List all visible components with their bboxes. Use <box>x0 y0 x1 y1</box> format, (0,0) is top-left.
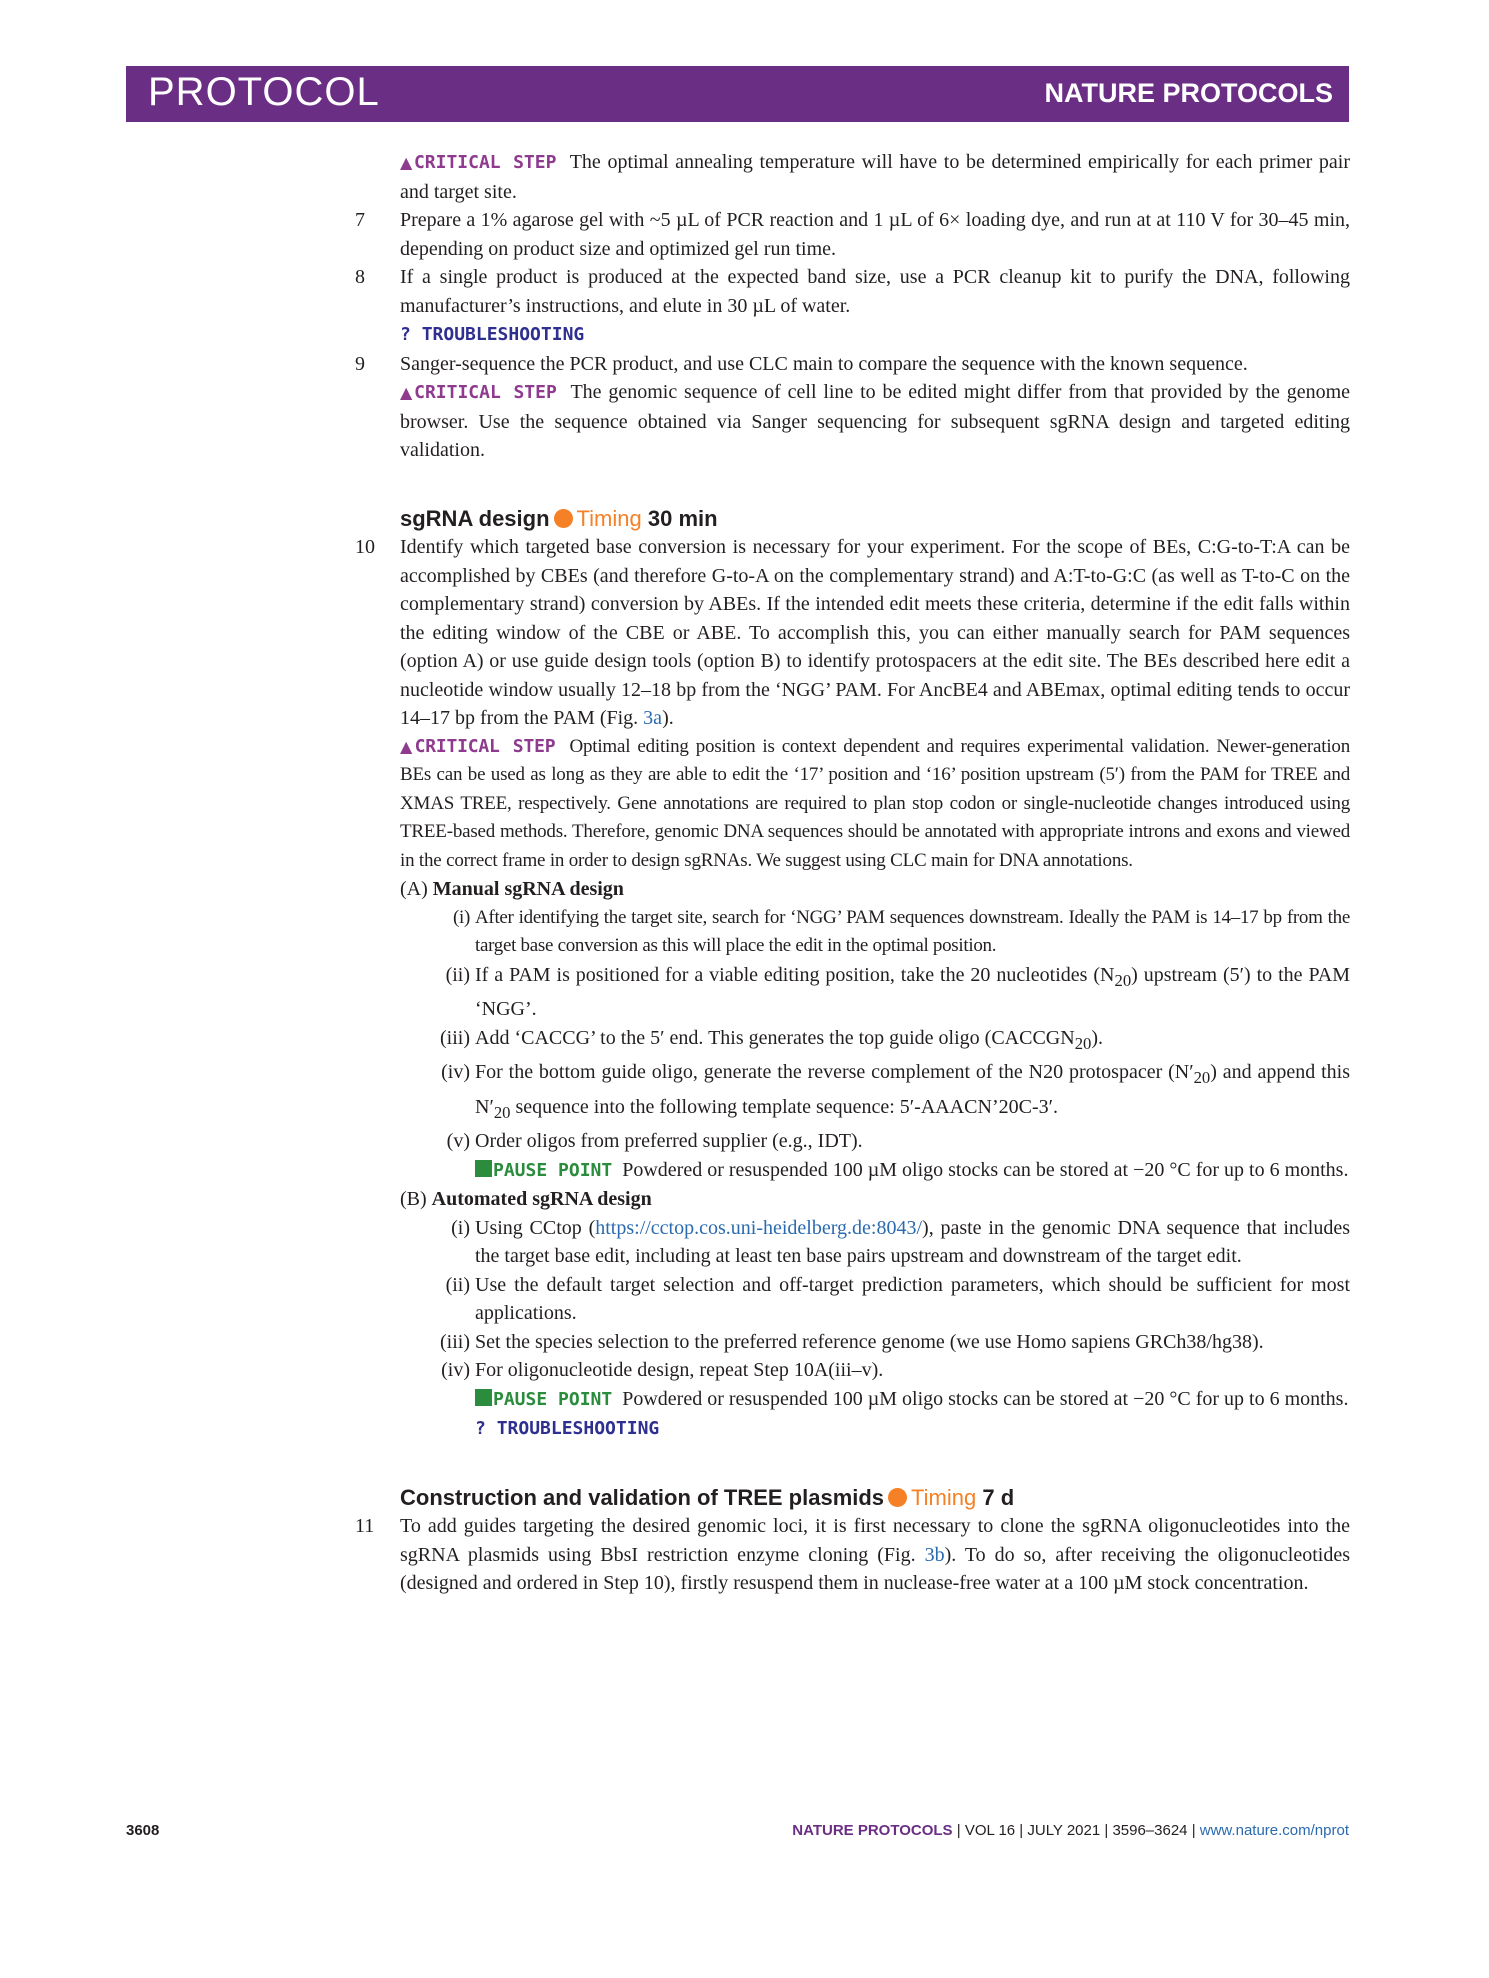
substep-b-i: (i) Using CCtop (https://cctop.cos.uni-heidelberg.de:8043/), paste in the genomic DNA sequence that includes the target base edit, including at least ten base pairs upstream and downstream of the target edit. <box>451 1216 1350 1267</box>
substep-a-v: (v) Order oligos from preferred supplier (e.g., IDT). <box>446 1130 863 1152</box>
section-heading-tree-plasmids: Construction and validation of TREE plasmids Timing 7 d <box>400 1484 1015 1510</box>
pause-point-b: PAUSE POINT Powdered or resuspended 100 µM oligo stocks can be stored at −20 °C for up to 6 months. <box>475 1385 1350 1415</box>
running-header <box>126 66 1349 122</box>
pause-label: PAUSE POINT <box>493 1159 613 1181</box>
triangle-icon: ▲ <box>400 383 415 402</box>
critical-step-9: ▲CRITICAL STEP The genomic sequence of cell line to be edited might differ from that provided by the genome browser. Use the sequence obtained via Sanger sequencing for subsequent sgRNA design and targeted editing validation. <box>400 381 1351 461</box>
step-8: 8 If a single product is produced at the expected band size, use a PCR cleanup kit to purify the DNA, following manufacturer’s instructions, and elute in 30 µL of water. <box>400 263 1350 320</box>
timing-label: Timing <box>576 505 642 531</box>
troubleshooting-label: TROUBLESHOOTING <box>421 324 585 345</box>
section-heading-sgrna-design: sgRNA design Timing 30 min <box>400 505 718 531</box>
pause-square-icon <box>475 1389 492 1406</box>
step-number: 10 <box>355 536 375 558</box>
timing-duration: 7 d <box>982 1484 1015 1510</box>
step-9: 9 Sanger-sequence the PCR product, and use CLC main to compare the sequence with the known sequence. <box>400 350 1350 379</box>
critical-step-6: ▲CRITICAL STEP The optimal annealing temperature will have to be determined empirically for each primer pair and target site. <box>400 151 1350 203</box>
triangle-icon: ▲ <box>400 736 415 756</box>
step-number: 8 <box>355 266 365 288</box>
option-a-heading: (A) Manual sgRNA design <box>400 878 624 900</box>
step-11: 11 To add guides targeting the desired genomic loci, it is first necessary to clone the sgRNA oligonucleotides into the sgRNA plasmids using BbsI restriction enzyme cloning (Fig. 3b). To do so, after receiving the oligonucleotides (designed and ordered in Step 10), firstly resuspend them in nuclease-free water at a 100 µM stock concentration. <box>400 1512 1350 1598</box>
triangle-icon: ▲ <box>400 153 414 172</box>
timing-dot-icon <box>888 1488 907 1507</box>
troubleshooting-8: ? TROUBLESHOOTING <box>400 324 585 345</box>
footer-volume: VOL 16 <box>964 1822 1016 1839</box>
page-body <box>355 148 1351 1598</box>
critical-label: CRITICAL STEP <box>413 152 557 173</box>
step-number: 11 <box>355 1515 375 1537</box>
step-10: 10 Identify which targeted base conversion is necessary for your experiment. For the scope of BEs, C:G-to-T:A can be accomplished by CBEs (and therefore G-to-A on the complementary strand) and A:T-to-G:C (as well as T-to-C on the complementary strand) conversion by ABEs. If the intended edit meets these criteria, determine if the edit falls within the editing window of the CBE or ABE. To accomplish this, you can either manually search for PAM sequences (option A) or use guide design tools (option B) to identify protospacers at the edit site. The BEs described here edit a nucleotide window usually 12–18 bp from the ‘NGG’ PAM. For AncBE4 and ABEmax, optimal editing tends to occur 14–17 bp from the PAM (Fig. 3a). <box>400 533 1350 733</box>
header-journal-name: NATURE PROTOCOLS <box>1044 78 1333 108</box>
substep-b-iii: (iii) Set the species selection to the preferred reference genome (we use Homo sapiens GRCh38/hg38). <box>440 1330 1264 1353</box>
substep-a-ii: (ii) If a PAM is positioned for a viable editing position, take the 20 nucleotides $(N_{20})$ upstream (5′) to the PAM ‘NGG’. <box>445 963 1350 1020</box>
footer-date: JULY 2021 <box>1027 1822 1101 1839</box>
step-number: 7 <box>355 209 365 231</box>
critical-step-10: ▲CRITICAL STEP Optimal editing position is context dependent and requires experimental validation. Newer-generation BEs can be used as long as they are able to edit the ‘17’ position and ‘16’ position upstream (5′) from the PAM for TREE and XMAS TREE, respectively. Gene annotations are required to plan stop codon or single-nucleotide changes introduced using TREE-based methods. Therefore, genomic DNA sequences should be annotated with appropriate introns and exons and viewed in the correct frame in order to design sgRNAs. We suggest using CLC main for DNA annotations. <box>400 735 1351 871</box>
option-b-substeps <box>440 1214 1350 1444</box>
option-a-substeps <box>440 904 1350 1186</box>
footer-url-link[interactable]: www.nature.com/nprot <box>1199 1822 1349 1839</box>
timing-label: Timing <box>911 1484 977 1510</box>
substep-a-iv: (iv) For the bottom guide oligo, generate the reverse complement of the N20 protospacer $(N'_{20})$ and append this $N'_{20}$ sequence into the following template sequence: 5′-AAACN’20C-3′. <box>441 1061 1350 1122</box>
cctop-link[interactable]: https://cctop.cos.uni-heidelberg.de:8043/ <box>595 1216 923 1239</box>
step-number: 9 <box>355 352 365 375</box>
step-7: 7 Prepare a 1% agarose gel with ~5 µL of PCR reaction and 1 µL of 6× loading dye, and run at at 110 V for 30–45 min, depending on product size and optimized gel run time. <box>400 206 1350 263</box>
page-number: 3608 <box>126 1822 160 1839</box>
substep-b-iv: (iv) For oligonucleotide design, repeat Step 10A(iii–v). <box>441 1359 884 1381</box>
figure-link-3a[interactable]: 3a <box>643 707 663 729</box>
option-b-heading: (B) Automated sgRNA design <box>400 1188 652 1210</box>
timing-dot-icon <box>554 509 573 528</box>
timing-duration: 30 min <box>647 505 718 531</box>
substep-a-iii: (iii) Add ‘CACCG’ to the 5′ end. This generates the top guide oligo $(CACCGN_{20})$. <box>440 1026 1104 1053</box>
footer-journal: NATURE PROTOCOLS <box>792 1822 953 1839</box>
pause-point-a: PAUSE POINT Powdered or resuspended 100 µM oligo stocks can be stored at −20 °C for up to 6 months. <box>475 1156 1350 1186</box>
substep-b-ii: (ii) Use the default target selection and off-target prediction parameters, which should be sufficient for most applications. <box>445 1273 1350 1324</box>
pause-label: PAUSE POINT <box>493 1388 613 1410</box>
critical-label: CRITICAL STEP <box>414 735 556 757</box>
footer-citation: NATURE PROTOCOLS | VOL 16 | JULY 2021 | 3596–3624 | www.nature.com/nprot <box>792 1822 1349 1839</box>
troubleshooting-10: ? TROUBLESHOOTING <box>475 1418 660 1439</box>
header-protocol-label: PROTOCOL <box>148 70 380 114</box>
troubleshooting-label: TROUBLESHOOTING <box>496 1418 660 1439</box>
figure-link-3b[interactable]: 3b <box>924 1543 945 1566</box>
footer-pages: 3596–3624 <box>1112 1822 1188 1839</box>
pause-square-icon <box>475 1160 492 1177</box>
critical-label: CRITICAL STEP <box>414 382 557 403</box>
substep-a-i: (i) After identifying the target site, search for ‘NGG’ PAM sequences downstream. Ideally the PAM is 14–17 bp from the target base conversion as this will place the edit in the optimal position. <box>452 906 1350 956</box>
